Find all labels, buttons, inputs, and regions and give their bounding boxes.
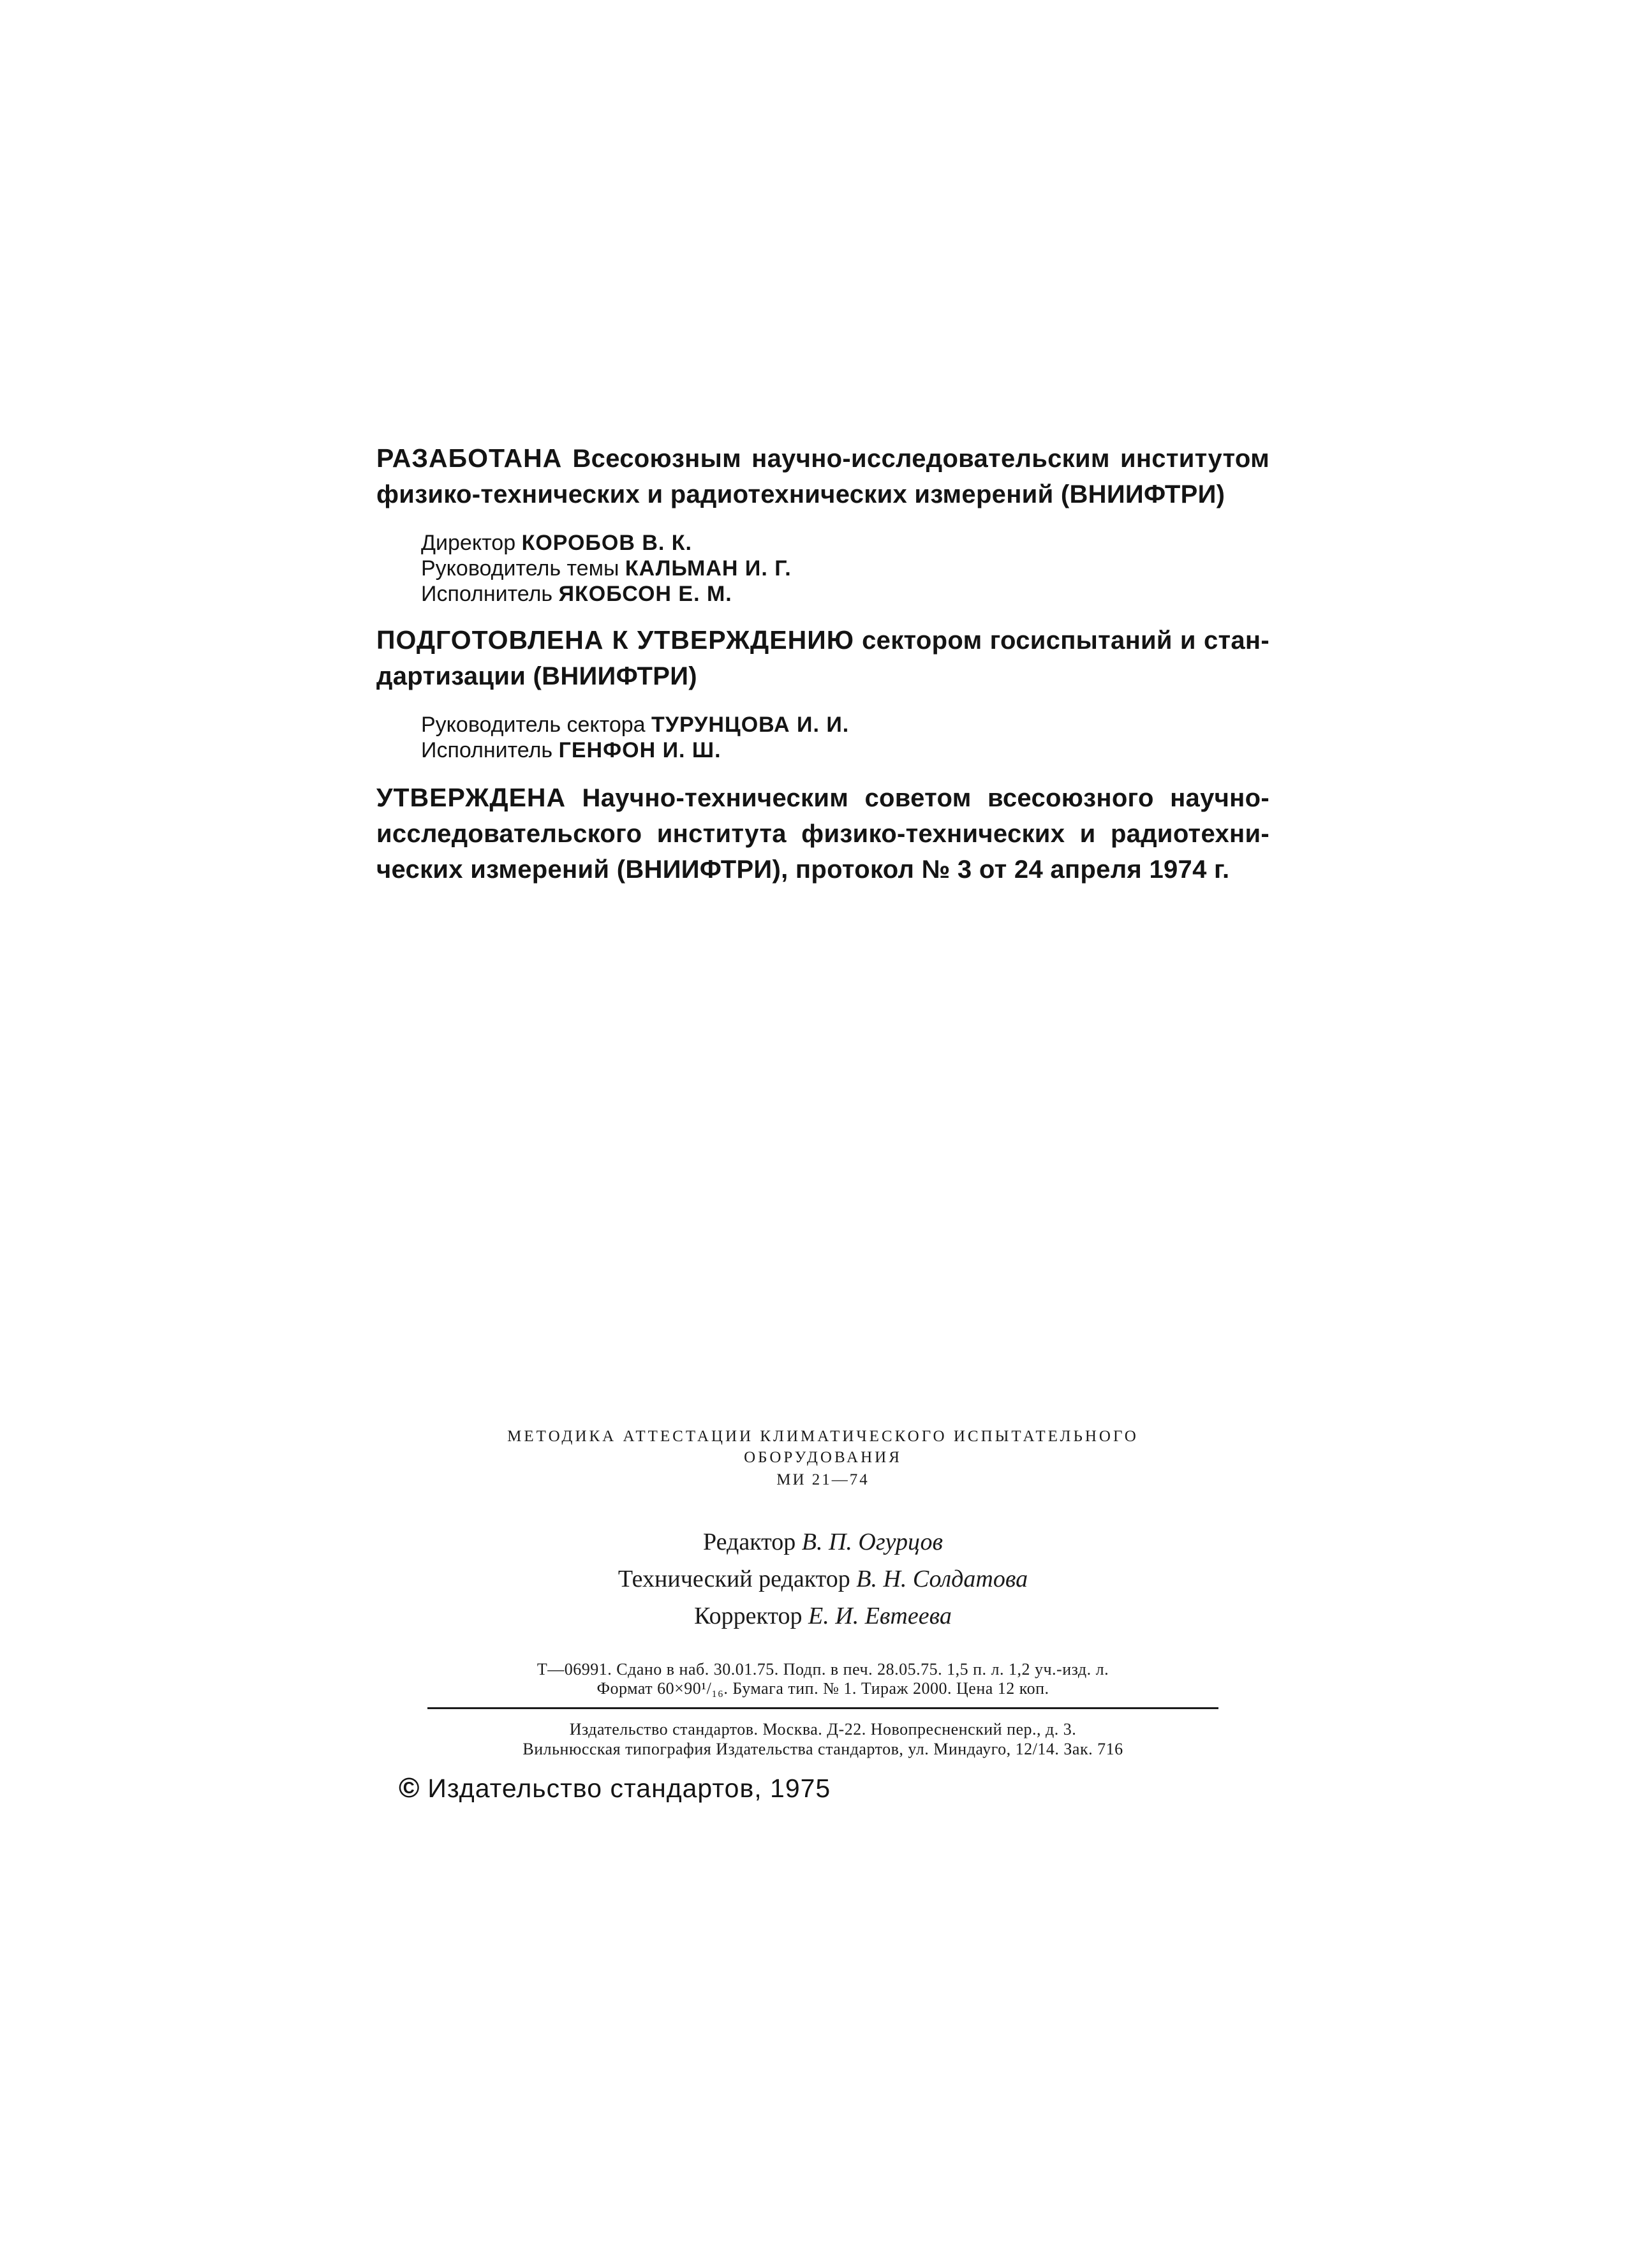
editor-name: В. Н. Солдатова (856, 1566, 1028, 1592)
person-role: Руководитель сектора (421, 713, 646, 737)
approved-paragraph (376, 780, 1269, 887)
person-role: Исполнитель (421, 738, 553, 762)
editors-list (408, 1523, 1238, 1634)
credits-block (376, 440, 1269, 887)
developed-lead: РАЗАБОТАНА (376, 443, 563, 473)
editor-row (408, 1560, 1238, 1597)
person-role: Исполнитель (421, 582, 553, 606)
person-name: ЯКОБСОН Е. М. (558, 582, 732, 606)
prepared-lead: ПОДГОТОВЛЕНА К УТВЕРЖДЕНИЮ (376, 625, 854, 655)
editor-role: Технический редактор (618, 1566, 850, 1592)
approved-text: Научно-техническим советом всесоюзного научно-исследовательского института физико-технических и радиотехни- ческих измерений (ВНИИФТРИ), протокол № 3 от 24 апреля 1974 г. (376, 784, 1269, 884)
person-name: КАЛЬМАН И. Г. (625, 556, 792, 581)
person-row (421, 556, 1269, 581)
person-name: ГЕНФОН И. Ш. (558, 738, 722, 762)
document-code: МИ 21—74 (776, 1471, 870, 1488)
publisher-info (408, 1719, 1238, 1759)
imprint-block (408, 1426, 1238, 1759)
person-name: ТУРУНЦОВА И. И. (651, 713, 850, 737)
editor-name: В. П. Огурцов (801, 1529, 943, 1555)
copyright-line (399, 1772, 831, 1804)
imprint-title-line: МЕТОДИКА АТТЕСТАЦИИ КЛИМАТИЧЕСКОГО ИСПЫТАТЕЛЬНОГО (507, 1428, 1139, 1445)
editor-row (408, 1597, 1238, 1634)
developed-text: Всесоюзным научно-исследовательским институтом физико-технических и радиотехнических измерений (ВНИИФТРИ) (376, 445, 1269, 508)
divider-rule (427, 1707, 1218, 1709)
prepared-people (376, 712, 1269, 763)
print-info (408, 1660, 1238, 1698)
person-row (421, 712, 1269, 737)
approved-lead: УТВЕРЖДЕНА (376, 783, 566, 812)
prepared-text: сектором госиспытаний и стан- дартизации (ВНИИФТРИ) (376, 626, 1270, 690)
person-name: КОРОБОВ В. К. (521, 531, 692, 555)
person-role: Руководитель темы (421, 556, 619, 581)
editor-role: Корректор (694, 1603, 803, 1629)
editor-name: Е. И. Евтеева (808, 1603, 952, 1629)
person-row (421, 530, 1269, 556)
publisher-info-line: Вильнюсская типография Издательства стандартов, ул. Миндауго, 12/14. Зак. 716 (522, 1740, 1123, 1758)
copyright-icon: © (399, 1772, 420, 1804)
publisher-info-line: Издательство стандартов. Москва. Д-22. Новопресненский пер., д. 3. (569, 1720, 1077, 1738)
editor-row (408, 1523, 1238, 1560)
person-role: Директор (421, 531, 516, 555)
print-info-line: Формат 60×90¹/₁₆. Бумага тип. № 1. Тираж 2000. Цена 12 коп. (596, 1679, 1049, 1698)
developed-paragraph (376, 440, 1269, 512)
editor-role: Редактор (702, 1529, 796, 1555)
developed-people (376, 530, 1269, 607)
imprint-title (408, 1426, 1238, 1468)
prepared-paragraph (376, 622, 1269, 694)
print-info-line: Т—06991. Сдано в наб. 30.01.75. Подп. в печ. 28.05.75. 1,5 п. л. 1,2 уч.-изд. л. (536, 1660, 1109, 1679)
copyright-text: Издательство стандартов, 1975 (427, 1774, 831, 1803)
person-row (421, 581, 1269, 607)
imprint-title-line: ОБОРУДОВАНИЯ (744, 1449, 902, 1466)
person-row (421, 737, 1269, 763)
